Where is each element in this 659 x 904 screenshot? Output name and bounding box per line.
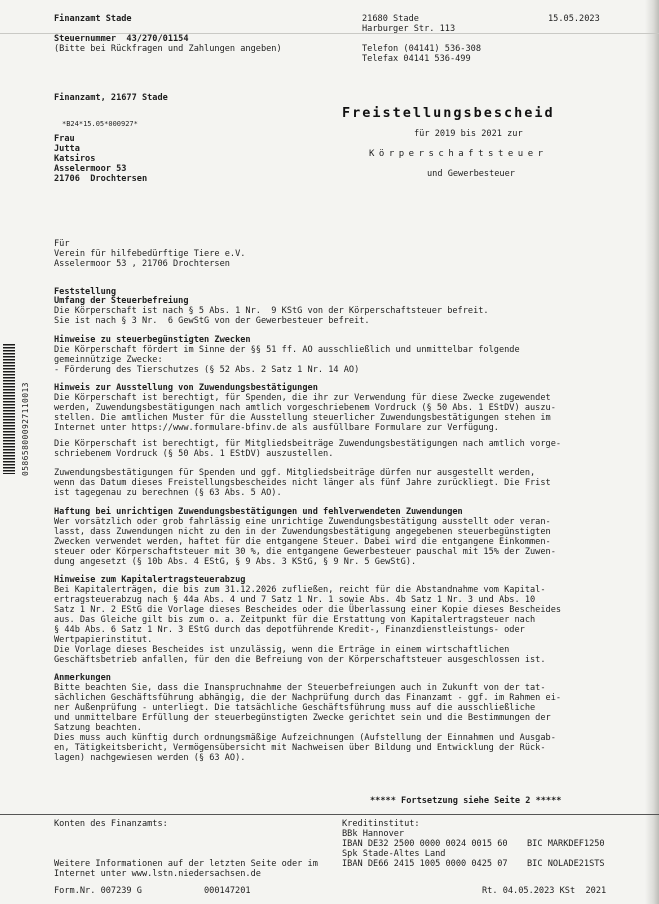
body-line: Zuwendungsbestätigungen für Spenden und ggf. Mitgliedsbeiträge dürfen nur ausgestellt werden, — [54, 468, 536, 478]
recipient-line: 21706 Drochtersen — [54, 174, 148, 184]
organization-address: Asselermoor 53 , 21706 Drochtersen — [54, 259, 230, 269]
body-line: dung angesetzt (§ 10b Abs. 4 EStG, § 9 Abs. 3 KStG, § 9 Nr. 5 GewStG). — [54, 557, 417, 567]
accounts-label: Konten des Finanzamts: — [54, 819, 168, 829]
credit-institution-label: Kreditinstitut: — [342, 819, 420, 829]
body-line: Dies muss auch künftig durch ordnungsmäßige Aufzeichnungen (Aufstellung der Einnahmen und Ausgab- — [54, 733, 556, 743]
body-line: Satzung beachten. — [54, 723, 142, 733]
sender-return-line: Finanzamt, 21677 Stade — [54, 93, 168, 103]
bank-iban: IBAN DE66 2415 1005 0000 0425 07 — [342, 859, 508, 869]
body-line: § 44b Abs. 6 Satz 1 Nr. 3 EStG durch das depotführende Kredit-, Finanzdienstleistungs- oder — [54, 625, 525, 635]
tax-type: Körperschaftsteuer — [369, 149, 548, 159]
side-barcode-number: 058658000927110013 — [21, 382, 30, 476]
tax-type-addition: und Gewerbesteuer — [427, 169, 515, 179]
tax-number: Steuernummer 43/270/01154 — [54, 34, 189, 44]
body-line: Satz 1 Nr. 2 EStG die Vorlage dieses Bescheides oder die Überlassung einer Kopie dieses Bescheides — [54, 605, 562, 615]
body-line: Bitte beachten Sie, dass die Inanspruchnahme der Steuerbefreiungen auch in Zukunft von der tat- — [54, 683, 546, 693]
body-line: gemeinnützige Zwecke: — [54, 355, 163, 365]
body-line: wenn das Datum dieses Freistellungsbescheides nicht länger als fünf Jahre zurückliegt. Die Frist — [54, 478, 551, 488]
tax-number-note: (Bitte bei Rückfragen und Zahlungen angeben) — [54, 44, 282, 54]
body-line: schriebenem Vordruck (§ 50 Abs. 1 EStDV) auszustellen. — [54, 449, 334, 459]
section-heading: Hinweise zum Kapitalertragsteuerabzug — [54, 575, 246, 585]
document-title: Freistellungsbescheid — [342, 105, 555, 121]
recipient-line: Jutta — [54, 144, 80, 154]
bank-bic: BIC NOLADE21STS — [527, 859, 605, 869]
section-heading: Anmerkungen — [54, 673, 111, 683]
body-line: aus. Das Gleiche gilt bis zum o. a. Zeitpunkt für die Erstattung von Kapitalertragsteuer nach — [54, 615, 536, 625]
section-heading: Hinweise zu steuerbegünstigten Zwecken — [54, 335, 251, 345]
assessment-years: für 2019 bis 2021 zur — [414, 129, 523, 139]
processing-date: Rt. 04.05.2023 KSt 2021 — [482, 886, 607, 896]
paper-edge-shadow — [645, 0, 659, 904]
bank-name: Spk Stade-Altes Land — [342, 849, 446, 859]
body-line: sächlichen Geschäftsführung abhängig, die der Nachprüfung durch das Finanzamt - ggf. im Rahmen ei- — [54, 693, 562, 703]
body-line: stellen. Die amtlichen Muster für die Ausstellung steuerlicher Zuwendungsbestätigungen stehen im — [54, 413, 551, 423]
body-line: werden, Zuwendungsbestätigungen nach amtlich vorgeschriebenem Vordruck (§ 50 Abs. 1 EStDV) auszu- — [54, 403, 556, 413]
body-line: Geschäftsbetrieb anfallen, für den die Befreiung von der Körperschaftsteuer ausgeschlossen ist. — [54, 655, 546, 665]
info-text: Weitere Informationen auf der letzten Seite oder im — [54, 859, 318, 869]
document-date: 15.05.2023 — [548, 14, 600, 24]
body-line: Internet unter https://www.formulare-bfinv.de als ausfüllbare Formulare zur Verfügung. — [54, 423, 499, 433]
bank-name: BBk Hannover — [342, 829, 405, 839]
body-line: ertragsteuerabzug nach § 44a Abs. 4 und 7 Satz 1 Nr. 1 sowie Abs. 4b Satz 1 Nr. 3 und Abs. 10 — [54, 595, 536, 605]
body-line: ist tagegenau zu berechnen (§ 63 Abs. 5 AO). — [54, 488, 282, 498]
office-phone: Telefon (04141) 536-308 — [362, 44, 481, 54]
section-heading: Haftung bei unrichtigen Zuwendungsbestätigungen und fehlverwendeten Zuwendungen — [54, 507, 463, 517]
body-line: und unmittelbare Erfüllung der steuerbegünstigten Zwecke gerichtet sein und die Bestimmungen der — [54, 713, 551, 723]
section-heading: Umfang der Steuerbefreiung — [54, 296, 189, 306]
body-line: Bei Kapitalerträgen, die bis zum 31.12.2026 zufließen, reicht für die Abstandnahme vom Kapital- — [54, 585, 546, 595]
body-line: - Förderung des Tierschutzes (§ 52 Abs. 2 Satz 1 Nr. 14 AO) — [54, 365, 360, 375]
body-line: lagen) nachgewiesen werden (§ 63 AO). — [54, 753, 246, 763]
body-line: Die Körperschaft ist berechtigt, für Mitgliedsbeiträge Zuwendungsbestätigungen nach amtlich vorge- — [54, 439, 562, 449]
office-street: Harburger Str. 113 — [362, 24, 456, 34]
recipient-line: Frau — [54, 134, 75, 144]
side-barcode — [3, 344, 15, 474]
bank-bic: BIC MARKDEF1250 — [527, 839, 605, 849]
body-line: en, Tätigkeitsbericht, Vermögensübersicht mit Nachweisen über Bildung und Entwicklung der Rück- — [54, 743, 546, 753]
office-city: 21680 Stade — [362, 14, 419, 24]
body-line: Zwecken verwendet werden, haftet für die entgangene Steuer. Dabei wird die entgangene Einkommen- — [54, 537, 551, 547]
body-line: Die Körperschaft ist berechtigt, für Spenden, die ihr zur Verwendung für diese Zwecke zugewendet — [54, 393, 551, 403]
info-text: Internet unter www.lstn.niedersachsen.de — [54, 869, 261, 879]
recipient-line: Katsiros — [54, 154, 96, 164]
recipient-postal-code: *B24*15.05*000927* — [62, 120, 138, 128]
body-line: ner Außenprüfung - unterliegt. Die tatsächliche Geschäftsführung muss auf die ausschließliche — [54, 703, 536, 713]
body-line: Wertpapierinstitut. — [54, 635, 153, 645]
body-line: Die Körperschaft fördert im Sinne der §§ 51 ff. AO ausschließlich und unmittelbar folgende — [54, 345, 520, 355]
bank-iban: IBAN DE32 2500 0000 0024 0015 60 — [342, 839, 508, 849]
body-line: Die Vorlage dieses Bescheides ist unzulässig, wenn die Erträge in einem wirtschaftlichen — [54, 645, 510, 655]
office-fax: Telefax 04141 536-499 — [362, 54, 471, 64]
body-line: steuer oder Körperschaftsteuer mit 30 %, die entgangene Gewerbesteuer pauschal mit 15% der Zuwen- — [54, 547, 556, 557]
continuation-note: ***** Fortsetzung siehe Seite 2 ***** — [370, 796, 562, 806]
form-code: 000147201 — [204, 886, 251, 896]
section-heading: Hinweis zur Ausstellung von Zuwendungsbestätigungen — [54, 383, 318, 393]
footer-divider — [0, 814, 659, 815]
form-number: Form.Nr. 007239 G — [54, 886, 142, 896]
body-line: Wer vorsätzlich oder grob fahrlässig eine unrichtige Zuwendungsbestätigung ausstellt oder veran- — [54, 517, 551, 527]
office-name: Finanzamt Stade — [54, 14, 132, 24]
body-line: lasst, dass Zuwendungen nicht zu den in der Zuwendungsbestätigung angegebenen steuerbegünstigten — [54, 527, 551, 537]
recipient-line: Asselermoor 53 — [54, 164, 127, 174]
body-line: Sie ist nach § 3 Nr. 6 GewStG von der Gewerbesteuer befreit. — [54, 316, 370, 326]
for-label: Für — [54, 239, 70, 249]
organization-name: Verein für hilfebedürftige Tiere e.V. — [54, 249, 246, 259]
body-line: Die Körperschaft ist nach § 5 Abs. 1 Nr. 9 KStG von der Körperschaftsteuer befreit. — [54, 306, 489, 316]
section-heading: Feststellung — [54, 287, 117, 297]
